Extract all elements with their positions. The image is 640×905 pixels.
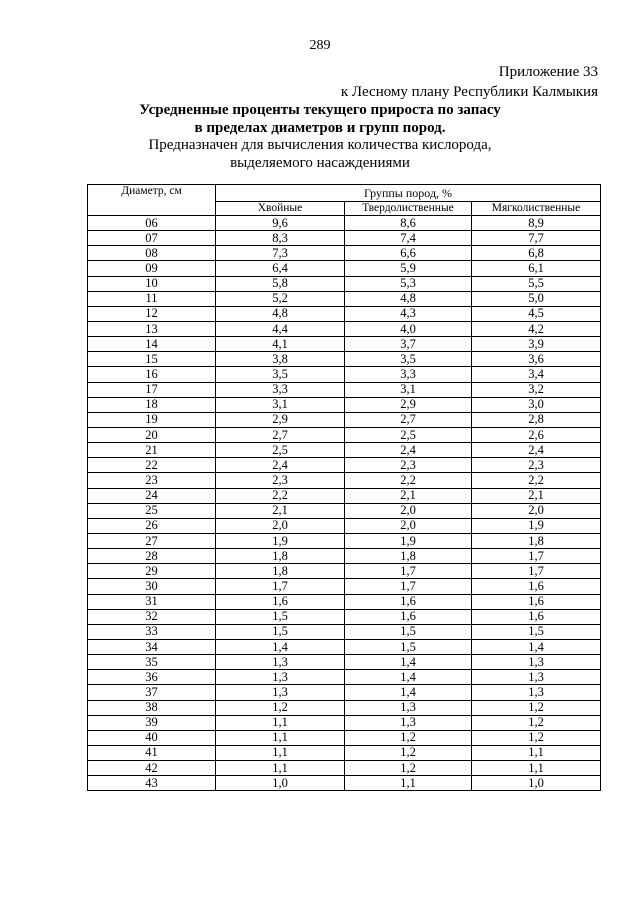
- cell-hardwood: 1,8: [345, 549, 472, 564]
- cell-conifer: 1,1: [216, 745, 345, 760]
- table-row: [88, 473, 601, 488]
- cell-diameter: 14: [88, 337, 216, 352]
- cell-softwood: 4,2: [472, 321, 601, 336]
- cell-diameter: 26: [88, 518, 216, 533]
- table-row: [88, 321, 601, 336]
- cell-diameter: 23: [88, 473, 216, 488]
- cell-softwood: 1,6: [472, 579, 601, 594]
- cell-hardwood: 1,1: [345, 776, 472, 791]
- cell-diameter: 30: [88, 579, 216, 594]
- cell-conifer: 2,3: [216, 473, 345, 488]
- cell-hardwood: 4,3: [345, 306, 472, 321]
- cell-hardwood: 1,2: [345, 745, 472, 760]
- cell-conifer: 4,8: [216, 306, 345, 321]
- table-row: [88, 776, 601, 791]
- cell-hardwood: 1,6: [345, 609, 472, 624]
- table-row: [88, 306, 601, 321]
- cell-softwood: 3,6: [472, 352, 601, 367]
- cell-conifer: 2,9: [216, 412, 345, 427]
- cell-diameter: 25: [88, 503, 216, 518]
- cell-hardwood: 3,5: [345, 352, 472, 367]
- cell-hardwood: 2,0: [345, 503, 472, 518]
- cell-conifer: 2,0: [216, 518, 345, 533]
- subtitle-line-2: выделяемого насаждениями: [230, 155, 410, 171]
- cell-diameter: 29: [88, 564, 216, 579]
- cell-diameter: 20: [88, 427, 216, 442]
- cell-hardwood: 1,7: [345, 579, 472, 594]
- table-body: [88, 216, 601, 791]
- table-row: [88, 427, 601, 442]
- cell-hardwood: 1,4: [345, 655, 472, 670]
- cell-conifer: 2,5: [216, 443, 345, 458]
- cell-conifer: 5,2: [216, 291, 345, 306]
- cell-conifer: 2,2: [216, 488, 345, 503]
- cell-hardwood: 3,7: [345, 337, 472, 352]
- cell-softwood: 1,3: [472, 670, 601, 685]
- cell-diameter: 12: [88, 306, 216, 321]
- table-row: [88, 609, 601, 624]
- cell-diameter: 31: [88, 594, 216, 609]
- cell-hardwood: 1,6: [345, 594, 472, 609]
- cell-conifer: 3,1: [216, 397, 345, 412]
- cell-hardwood: 2,2: [345, 473, 472, 488]
- table-row: [88, 397, 601, 412]
- cell-softwood: 1,1: [472, 761, 601, 776]
- table-row: [88, 715, 601, 730]
- cell-conifer: 5,8: [216, 276, 345, 291]
- header-hardwood: Твердолиственные: [345, 202, 472, 216]
- table-row: [88, 624, 601, 639]
- cell-conifer: 1,2: [216, 700, 345, 715]
- header-groups: Группы пород, %: [216, 185, 601, 202]
- cell-conifer: 1,1: [216, 761, 345, 776]
- cell-conifer: 4,4: [216, 321, 345, 336]
- cell-diameter: 40: [88, 730, 216, 745]
- table-row: [88, 503, 601, 518]
- cell-softwood: 2,4: [472, 443, 601, 458]
- table-row: [88, 700, 601, 715]
- cell-softwood: 1,6: [472, 594, 601, 609]
- cell-diameter: 39: [88, 715, 216, 730]
- header-softwood: Мягколиственные: [472, 202, 601, 216]
- cell-softwood: 2,2: [472, 473, 601, 488]
- cell-hardwood: 1,5: [345, 639, 472, 654]
- cell-hardwood: 1,3: [345, 715, 472, 730]
- cell-softwood: 2,3: [472, 458, 601, 473]
- cell-softwood: 2,8: [472, 412, 601, 427]
- cell-conifer: 1,3: [216, 655, 345, 670]
- cell-softwood: 1,2: [472, 700, 601, 715]
- cell-conifer: 4,1: [216, 337, 345, 352]
- cell-softwood: 3,0: [472, 397, 601, 412]
- cell-hardwood: 2,7: [345, 412, 472, 427]
- cell-softwood: 1,0: [472, 776, 601, 791]
- cell-hardwood: 2,9: [345, 397, 472, 412]
- cell-softwood: 1,9: [472, 518, 601, 533]
- cell-softwood: 3,9: [472, 337, 601, 352]
- cell-conifer: 1,3: [216, 685, 345, 700]
- page-number: 289: [309, 38, 331, 53]
- cell-conifer: 1,5: [216, 609, 345, 624]
- cell-conifer: 1,5: [216, 624, 345, 639]
- cell-conifer: 1,3: [216, 670, 345, 685]
- cell-diameter: 35: [88, 655, 216, 670]
- cell-conifer: 2,1: [216, 503, 345, 518]
- table-row: [88, 291, 601, 306]
- cell-conifer: 3,8: [216, 352, 345, 367]
- cell-softwood: 1,2: [472, 730, 601, 745]
- cell-softwood: 6,8: [472, 246, 601, 261]
- cell-hardwood: 1,4: [345, 685, 472, 700]
- cell-conifer: 1,1: [216, 730, 345, 745]
- cell-hardwood: 3,3: [345, 367, 472, 382]
- cell-hardwood: 5,3: [345, 276, 472, 291]
- cell-diameter: 15: [88, 352, 216, 367]
- title-line-1: Усредненные проценты текущего прироста по запасу: [139, 102, 501, 118]
- cell-hardwood: 4,0: [345, 321, 472, 336]
- cell-softwood: 1,3: [472, 655, 601, 670]
- cell-softwood: 6,1: [472, 261, 601, 276]
- cell-diameter: 11: [88, 291, 216, 306]
- cell-conifer: 1,4: [216, 639, 345, 654]
- cell-diameter: 22: [88, 458, 216, 473]
- table-row: [88, 564, 601, 579]
- table-row: [88, 458, 601, 473]
- cell-diameter: 13: [88, 321, 216, 336]
- cell-hardwood: 1,5: [345, 624, 472, 639]
- table-row: [88, 518, 601, 533]
- appendix-label: Приложение 33: [498, 64, 598, 80]
- cell-softwood: 1,7: [472, 564, 601, 579]
- cell-softwood: 2,0: [472, 503, 601, 518]
- cell-diameter: 27: [88, 533, 216, 548]
- cell-diameter: 34: [88, 639, 216, 654]
- table-row: [88, 276, 601, 291]
- cell-conifer: 8,3: [216, 231, 345, 246]
- cell-diameter: 24: [88, 488, 216, 503]
- table-row: [88, 685, 601, 700]
- cell-softwood: 1,5: [472, 624, 601, 639]
- cell-softwood: 3,4: [472, 367, 601, 382]
- cell-softwood: 1,8: [472, 533, 601, 548]
- cell-hardwood: 1,3: [345, 700, 472, 715]
- cell-softwood: 1,6: [472, 609, 601, 624]
- table-row: [88, 639, 601, 654]
- appendix-reference: к Лесному плану Республики Калмыкия: [340, 84, 598, 100]
- cell-diameter: 17: [88, 382, 216, 397]
- cell-conifer: 6,4: [216, 261, 345, 276]
- cell-diameter: 18: [88, 397, 216, 412]
- cell-conifer: 1,0: [216, 776, 345, 791]
- cell-diameter: 33: [88, 624, 216, 639]
- table-row: [88, 443, 601, 458]
- table-row: [88, 412, 601, 427]
- table-row: [88, 337, 601, 352]
- cell-diameter: 16: [88, 367, 216, 382]
- table-row: [88, 579, 601, 594]
- cell-softwood: 5,5: [472, 276, 601, 291]
- table-row: [88, 246, 601, 261]
- cell-conifer: 3,5: [216, 367, 345, 382]
- table-row: [88, 745, 601, 760]
- cell-hardwood: 6,6: [345, 246, 472, 261]
- table-row: [88, 761, 601, 776]
- cell-hardwood: 1,4: [345, 670, 472, 685]
- cell-conifer: 1,8: [216, 564, 345, 579]
- cell-hardwood: 4,8: [345, 291, 472, 306]
- cell-hardwood: 1,7: [345, 564, 472, 579]
- cell-softwood: 1,4: [472, 639, 601, 654]
- cell-diameter: 37: [88, 685, 216, 700]
- table-row: [88, 382, 601, 397]
- cell-conifer: 1,9: [216, 533, 345, 548]
- cell-hardwood: 3,1: [345, 382, 472, 397]
- cell-softwood: 3,2: [472, 382, 601, 397]
- cell-hardwood: 2,1: [345, 488, 472, 503]
- cell-softwood: 1,2: [472, 715, 601, 730]
- cell-diameter: 10: [88, 276, 216, 291]
- cell-hardwood: 2,5: [345, 427, 472, 442]
- increment-table: [87, 184, 601, 791]
- table-row: [88, 549, 601, 564]
- cell-diameter: 09: [88, 261, 216, 276]
- table-row: [88, 367, 601, 382]
- cell-diameter: 43: [88, 776, 216, 791]
- cell-softwood: 7,7: [472, 231, 601, 246]
- cell-softwood: 2,1: [472, 488, 601, 503]
- cell-hardwood: 7,4: [345, 231, 472, 246]
- table-row: [88, 655, 601, 670]
- cell-conifer: 2,4: [216, 458, 345, 473]
- cell-diameter: 21: [88, 443, 216, 458]
- table-row: [88, 594, 601, 609]
- cell-diameter: 19: [88, 412, 216, 427]
- cell-diameter: 06: [88, 216, 216, 231]
- header-diameter: Диаметр, см: [88, 185, 216, 216]
- cell-hardwood: 5,9: [345, 261, 472, 276]
- cell-diameter: 28: [88, 549, 216, 564]
- document-subtitle: [0, 136, 640, 172]
- cell-softwood: 5,0: [472, 291, 601, 306]
- cell-conifer: 3,3: [216, 382, 345, 397]
- cell-diameter: 41: [88, 745, 216, 760]
- table-row: [88, 216, 601, 231]
- table-row: [88, 352, 601, 367]
- cell-conifer: 1,7: [216, 579, 345, 594]
- document-title: [0, 101, 640, 137]
- cell-conifer: 1,8: [216, 549, 345, 564]
- cell-diameter: 08: [88, 246, 216, 261]
- table-row: [88, 670, 601, 685]
- cell-hardwood: 1,9: [345, 533, 472, 548]
- cell-hardwood: 8,6: [345, 216, 472, 231]
- cell-softwood: 1,7: [472, 549, 601, 564]
- table-row: [88, 261, 601, 276]
- cell-conifer: 2,7: [216, 427, 345, 442]
- cell-diameter: 38: [88, 700, 216, 715]
- cell-conifer: 9,6: [216, 216, 345, 231]
- cell-diameter: 07: [88, 231, 216, 246]
- cell-hardwood: 1,2: [345, 761, 472, 776]
- header-conifer: Хвойные: [216, 202, 345, 216]
- cell-hardwood: 2,3: [345, 458, 472, 473]
- cell-softwood: 8,9: [472, 216, 601, 231]
- cell-conifer: 1,6: [216, 594, 345, 609]
- cell-hardwood: 2,0: [345, 518, 472, 533]
- cell-diameter: 36: [88, 670, 216, 685]
- table-row: [88, 533, 601, 548]
- cell-softwood: 2,6: [472, 427, 601, 442]
- cell-softwood: 1,1: [472, 745, 601, 760]
- cell-hardwood: 1,2: [345, 730, 472, 745]
- cell-diameter: 32: [88, 609, 216, 624]
- cell-softwood: 1,3: [472, 685, 601, 700]
- title-line-2: в пределах диаметров и групп пород.: [194, 120, 446, 136]
- cell-softwood: 4,5: [472, 306, 601, 321]
- subtitle-line-1: Предназначен для вычисления количества кислорода,: [148, 137, 492, 153]
- table-row: [88, 488, 601, 503]
- cell-diameter: 42: [88, 761, 216, 776]
- table-row: [88, 730, 601, 745]
- table-row: [88, 231, 601, 246]
- cell-hardwood: 2,4: [345, 443, 472, 458]
- cell-conifer: 1,1: [216, 715, 345, 730]
- cell-conifer: 7,3: [216, 246, 345, 261]
